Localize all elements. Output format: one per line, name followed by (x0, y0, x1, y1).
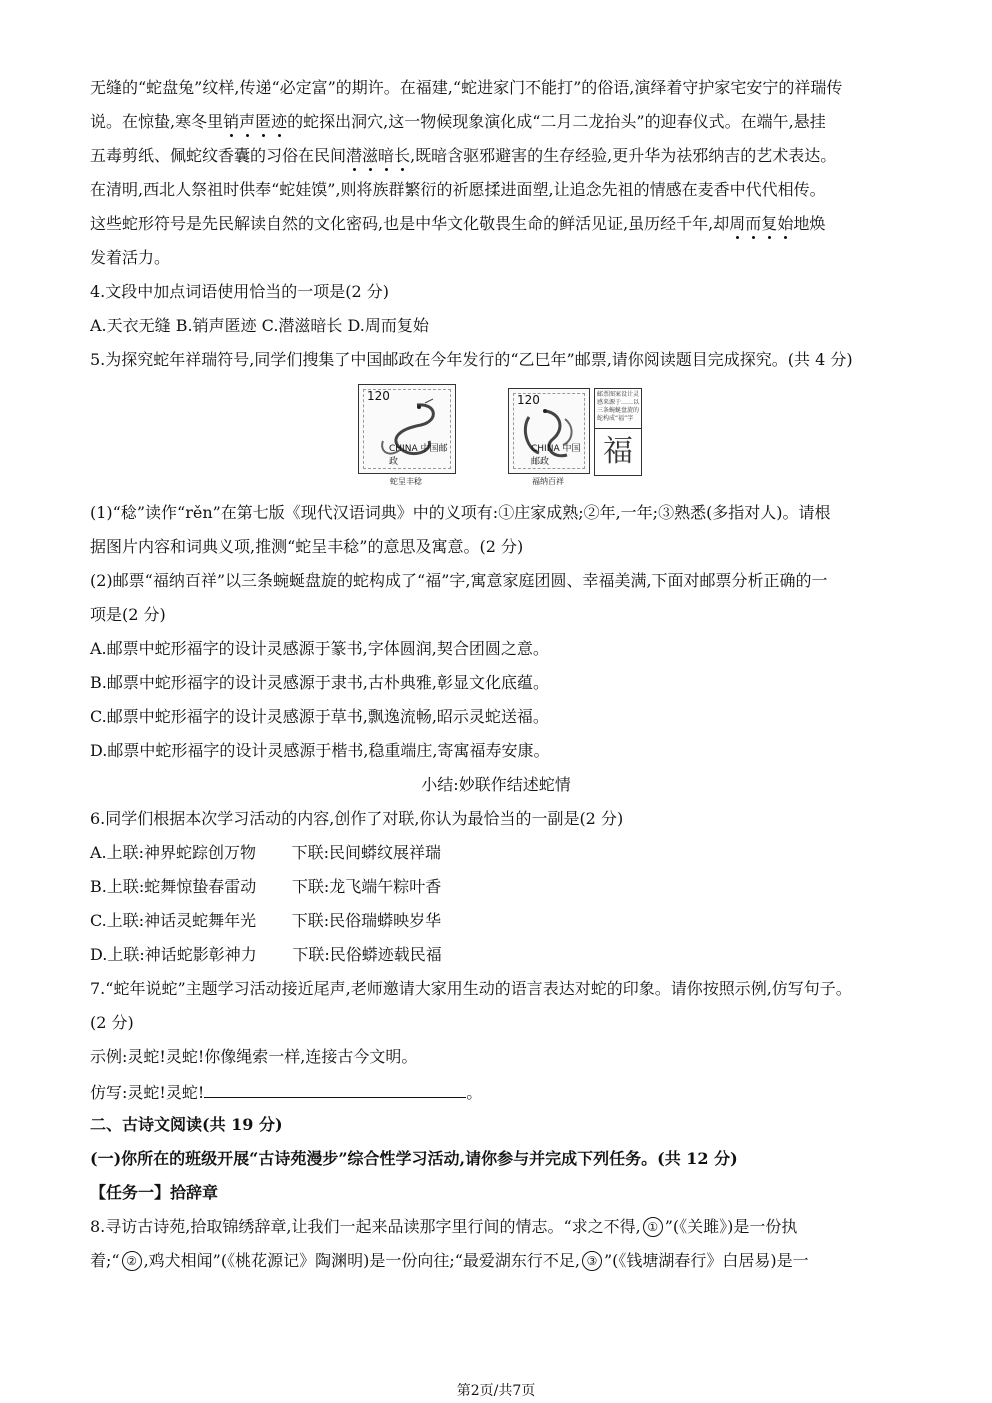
q8-line-2: 着;“ ② ,鸡犬相闻”(《桃花源记》陶渊明)是一份向往;“最爱湖东行不足, ③ ”(《钱塘湖春行》白居易)是一 (90, 1251, 809, 1270)
q6-option-a: A.上联:神界蛇踪创万物 下联:民间蟒纹展祥瑞 (90, 843, 442, 862)
stamp-shecheng-fengren (358, 384, 456, 474)
stamp2-price: 120 (517, 393, 540, 407)
blank-marker-3: ③ (582, 1251, 602, 1271)
part-1-intro: (一)你所在的班级开展“古诗苑漫步”综合性学习活动,请你参与并完成下列任务。(共 12 分) (90, 1149, 738, 1168)
passage-line-5: 这些蛇形符号是先民解读自然的文化密码,也是中华文化敬畏生命的鲜活见证,虽历经千年,却周而复始地焕 (90, 214, 826, 233)
blank-marker-1: ① (643, 1217, 663, 1237)
stamp2-info-box: 邮票图案设计灵感来源于……以三条蜿蜒盘旋的蛇构成“福”字 (594, 388, 642, 430)
passage-line-3: 五毒剪纸、佩蛇纹香囊的习俗在民间潜滋暗长,既暗含驱邪避害的生存经验,更升华为祛邪纳吉的艺术表达。 (90, 146, 837, 165)
q5-part2-line1: (2)邮票“福纳百祥”以三条蜿蜒盘旋的蛇构成了“福”字,寓意家庭团圆、幸福美满,下面对邮票分析正确的一 (90, 571, 828, 590)
q6-option-c: C.上联:神话灵蛇舞年光 下联:民俗瑞蟒映岁华 (90, 911, 442, 930)
dotted-word-xiaoshengnijì: 销声匿迹 (223, 112, 288, 131)
stamp2-country: CHINA 中国邮政 (531, 444, 581, 467)
stamp1-country: CHINA 中国邮政 (389, 444, 448, 467)
q7-answer-blank[interactable] (204, 1081, 466, 1098)
q7-imitate-line: 仿写:灵蛇!灵蛇! 。 (90, 1083, 483, 1102)
passage-line-6: 发着活力。 (90, 248, 171, 267)
q7-score: (2 分) (90, 1013, 134, 1032)
dotted-word-qianzianzhang: 潜滋暗长 (346, 146, 411, 165)
q7-stem: 7.“蛇年说蛇”主题学习活动接近尾声,老师邀请大家用生动的语言表达对蛇的印象。请你按照示例,仿写句子。 (90, 979, 852, 998)
task-1-heading: 【任务一】拾辞章 (90, 1183, 219, 1202)
passage-line-2: 说。在惊蛰,寒冬里销声匿迹的蛇探出洞穴,这一物候现象演化成“二月二龙抬头”的迎春仪式。在端午,悬挂 (90, 112, 826, 131)
q7-example: 示例:灵蛇!灵蛇!你像绳索一样,连接古今文明。 (90, 1047, 418, 1066)
passage-line-1: 无缝的“蛇盘兔”纹样,传递“必定富”的期许。在福建,“蛇进家门不能打”的俗语,演绎着守护家宅安宁的祥瑞传 (90, 78, 843, 97)
section-2-heading: 二、古诗文阅读(共 19 分) (90, 1115, 283, 1134)
page-footer: 第2页/共7页 (456, 1383, 536, 1399)
q5-option-a: A.邮票中蛇形福字的设计灵感源于篆书,字体圆润,契合团圆之意。 (90, 639, 549, 658)
q8-line-1: 8.寻访古诗苑,拾取锦绣辞章,让我们一起来品读那字里行间的情志。“求之不得, ① ”(《关雎》)是一份执 (90, 1217, 798, 1236)
q5-option-d: D.邮票中蛇形福字的设计灵感源于楷书,稳重端庄,寄寓福寿安康。 (90, 741, 550, 760)
passage-line-4: 在清明,西北人祭祖时供奉“蛇娃馍”,则将族群繁衍的祈愿揉进面塑,让追念先祖的情感在麦香中代代相传。 (90, 180, 826, 199)
q5-option-b: B.邮票中蛇形福字的设计灵感源于隶书,古朴典雅,彰显文化底蕴。 (90, 673, 550, 692)
q5-part1-line2: 据图片内容和词典义项,推测“蛇呈丰稔”的意思及寓意。(2 分) (90, 537, 524, 556)
stamp2-caption: 福纳百祥 (532, 477, 564, 486)
q4-options: A.天衣无缝 B.销声匿迹 C.潜滋暗长 D.周而复始 (90, 316, 429, 335)
q6-option-d: D.上联:神话蛇影彰神力 下联:民俗蟒迹载民福 (90, 945, 442, 964)
stamp1-caption: 蛇呈丰稔 (390, 477, 422, 486)
stamp-funa-baixiang (508, 388, 590, 474)
dotted-word-zhouerfushi: 周而复始 (729, 214, 794, 233)
q5-option-c: C.邮票中蛇形福字的设计灵感源于草书,飘逸流畅,昭示灵蛇送福。 (90, 707, 549, 726)
fu-calligraphy: 福 (594, 428, 642, 476)
q5-part2-line2: 项是(2 分) (90, 605, 166, 624)
q5-stem: 5.为探究蛇年祥瑞符号,同学们搜集了中国邮政在今年发行的“乙巳年”邮票,请你阅读题目完成探究。(共 4 分) (90, 350, 853, 369)
q6-stem: 6.同学们根据本次学习活动的内容,创作了对联,你认为最恰当的一副是(2 分) (90, 809, 624, 828)
blank-marker-2: ② (122, 1251, 142, 1271)
q6-option-b: B.上联:蛇舞惊蛰春雷动 下联:龙飞端午粽叶香 (90, 877, 442, 896)
q4-stem: 4.文段中加点词语使用恰当的一项是(2 分) (90, 282, 390, 301)
summary-heading: 小结:妙联作结述蛇情 (421, 775, 571, 794)
stamp1-price: 120 (367, 389, 390, 403)
q5-part1-line1: (1)“稔”读作“rěn”在第七版《现代汉语词典》中的义项有:①庄家成熟;②年,一年;③熟悉(多指对人)。请根 (90, 503, 831, 522)
